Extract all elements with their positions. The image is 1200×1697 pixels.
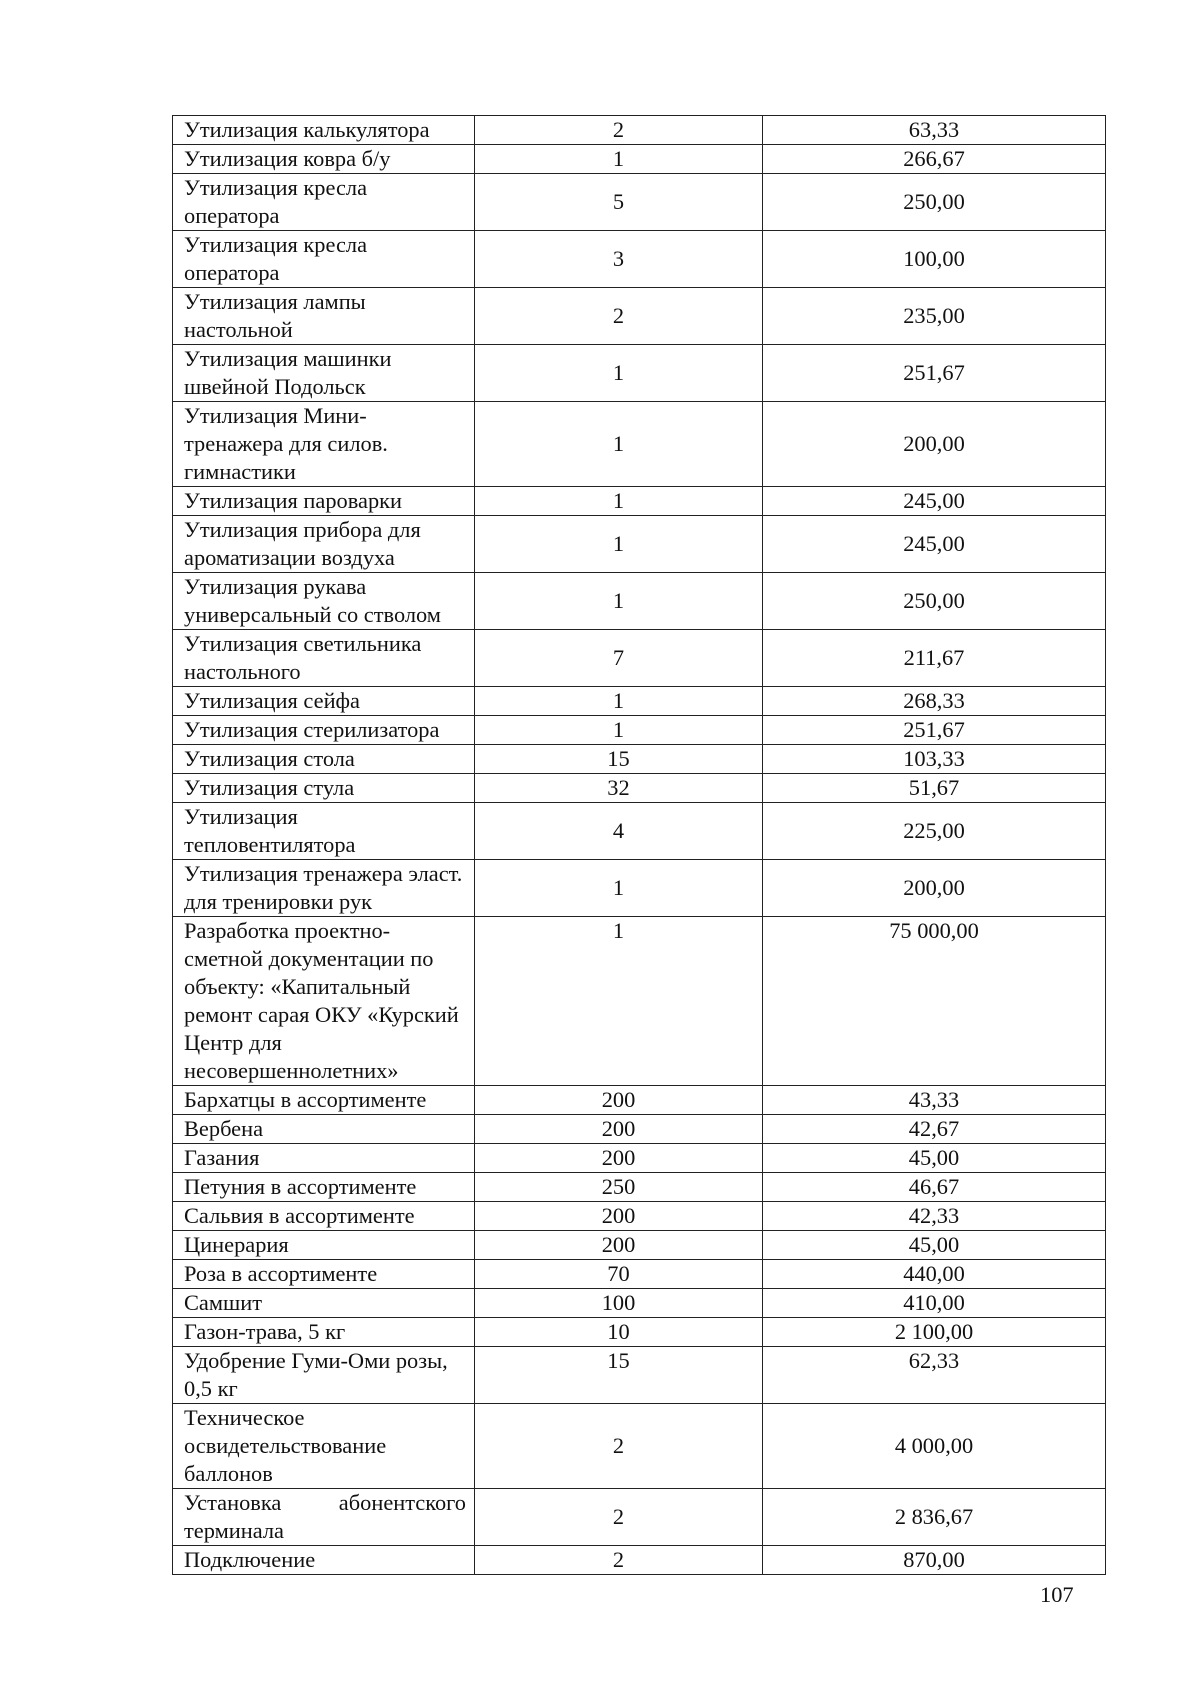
item-name: Петуния в ассортименте [173,1173,475,1202]
table-row [173,1202,1106,1231]
item-price: 440,00 [763,1260,1106,1289]
item-quantity: 4 [475,803,763,860]
item-price: 75 000,00 [763,917,1106,1086]
table-row [173,1173,1106,1202]
item-price: 63,33 [763,116,1106,145]
item-price: 200,00 [763,860,1106,917]
item-name: Утилизация кресла оператора [173,174,475,231]
table-row [173,231,1106,288]
table-row [173,917,1106,1086]
item-name: Утилизация калькулятора [173,116,475,145]
item-quantity: 2 [475,288,763,345]
item-price: 100,00 [763,231,1106,288]
item-name: Утилизация тепловентилятора [173,803,475,860]
item-name: Техническое освидетельствование баллонов [173,1404,475,1489]
item-name: Утилизация кресла оператора [173,231,475,288]
table-body [173,116,1106,1575]
table-row [173,1404,1106,1489]
table-row [173,116,1106,145]
table-row [173,716,1106,745]
item-quantity: 1 [475,860,763,917]
item-quantity: 1 [475,573,763,630]
item-price: 251,67 [763,345,1106,402]
table-row [173,1318,1106,1347]
item-quantity: 70 [475,1260,763,1289]
item-name: Бархатцы в ассортименте [173,1086,475,1115]
item-name: Самшит [173,1289,475,1318]
table-row [173,803,1106,860]
item-name: Утилизация сейфа [173,687,475,716]
item-price: 51,67 [763,774,1106,803]
item-quantity: 250 [475,1173,763,1202]
item-quantity: 1 [475,687,763,716]
item-quantity: 1 [475,516,763,573]
item-name: Утилизация прибора для ароматизации воздуха [173,516,475,573]
item-price: 245,00 [763,487,1106,516]
item-name: Утилизация тренажера эласт. для тренировки рук [173,860,475,917]
table-row [173,745,1106,774]
item-price: 2 100,00 [763,1318,1106,1347]
item-quantity: 7 [475,630,763,687]
item-price: 268,33 [763,687,1106,716]
item-price: 250,00 [763,174,1106,231]
table-row [173,402,1106,487]
item-price: 200,00 [763,402,1106,487]
item-quantity: 2 [475,1489,763,1546]
table-row [173,1086,1106,1115]
table-row [173,1231,1106,1260]
table-row [173,345,1106,402]
item-price: 225,00 [763,803,1106,860]
item-price: 245,00 [763,516,1106,573]
item-quantity: 200 [475,1115,763,1144]
table-row [173,516,1106,573]
item-quantity: 32 [475,774,763,803]
item-quantity: 1 [475,145,763,174]
item-quantity: 15 [475,1347,763,1404]
item-quantity: 2 [475,1546,763,1575]
item-name: Утилизация стерилизатора [173,716,475,745]
table-row [173,1260,1106,1289]
item-price: 251,67 [763,716,1106,745]
table-row [173,1546,1106,1575]
item-quantity: 1 [475,917,763,1086]
item-quantity: 10 [475,1318,763,1347]
item-price: 410,00 [763,1289,1106,1318]
item-quantity: 1 [475,716,763,745]
item-quantity: 200 [475,1202,763,1231]
table-row [173,573,1106,630]
table-row [173,145,1106,174]
item-name: Утилизация ковра б/у [173,145,475,174]
item-name: Утилизация светильника настольного [173,630,475,687]
table-row [173,860,1106,917]
item-price: 4 000,00 [763,1404,1106,1489]
item-name: Установка абонентского терминала [173,1489,475,1546]
item-quantity: 1 [475,345,763,402]
item-quantity: 1 [475,402,763,487]
item-price: 42,33 [763,1202,1106,1231]
item-quantity: 100 [475,1289,763,1318]
table-row [173,288,1106,345]
table-row [173,687,1106,716]
table-row [173,774,1106,803]
item-quantity: 1 [475,487,763,516]
table-row [173,630,1106,687]
item-quantity: 2 [475,1404,763,1489]
item-price: 211,67 [763,630,1106,687]
item-quantity: 5 [475,174,763,231]
table-row [173,1289,1106,1318]
table-row [173,1347,1106,1404]
item-quantity: 200 [475,1086,763,1115]
item-name: Утилизация рукава универсальный со стволом [173,573,475,630]
item-price: 45,00 [763,1144,1106,1173]
item-price: 46,67 [763,1173,1106,1202]
item-name: Удобрение Гуми-Оми розы, 0,5 кг [173,1347,475,1404]
item-name: Газон-трава, 5 кг [173,1318,475,1347]
item-quantity: 200 [475,1144,763,1173]
item-quantity: 2 [475,116,763,145]
item-name: Утилизация машинки швейной Подольск [173,345,475,402]
item-name: Подключение [173,1546,475,1575]
item-name: Утилизация пароварки [173,487,475,516]
item-name: Роза в ассортименте [173,1260,475,1289]
item-price: 43,33 [763,1086,1106,1115]
services-table [172,115,1106,1575]
table-row [173,1115,1106,1144]
item-price: 250,00 [763,573,1106,630]
item-price: 2 836,67 [763,1489,1106,1546]
item-quantity: 200 [475,1231,763,1260]
item-price: 870,00 [763,1546,1106,1575]
item-price: 266,67 [763,145,1106,174]
item-price: 45,00 [763,1231,1106,1260]
item-name: Утилизация лампы настольной [173,288,475,345]
item-quantity: 15 [475,745,763,774]
item-name: Утилизация стула [173,774,475,803]
table-row [173,1144,1106,1173]
table-row [173,1489,1106,1546]
item-price: 103,33 [763,745,1106,774]
item-quantity: 3 [475,231,763,288]
item-name: Утилизация Мини-тренажера для силов. гимнастики [173,402,475,487]
item-name: Утилизация стола [173,745,475,774]
item-price: 42,67 [763,1115,1106,1144]
item-name: Газания [173,1144,475,1173]
item-name: Вербена [173,1115,475,1144]
item-name: Цинерария [173,1231,475,1260]
item-name: Сальвия в ассортименте [173,1202,475,1231]
item-price: 62,33 [763,1347,1106,1404]
item-name: Разработка проектно-сметной документации по объекту: «Капитальный ремонт сарая ОКУ «Курский Центр для несовершеннолетних» [173,917,475,1086]
table-row [173,174,1106,231]
item-price: 235,00 [763,288,1106,345]
page-number: 107 [1040,1582,1074,1607]
table-row [173,487,1106,516]
